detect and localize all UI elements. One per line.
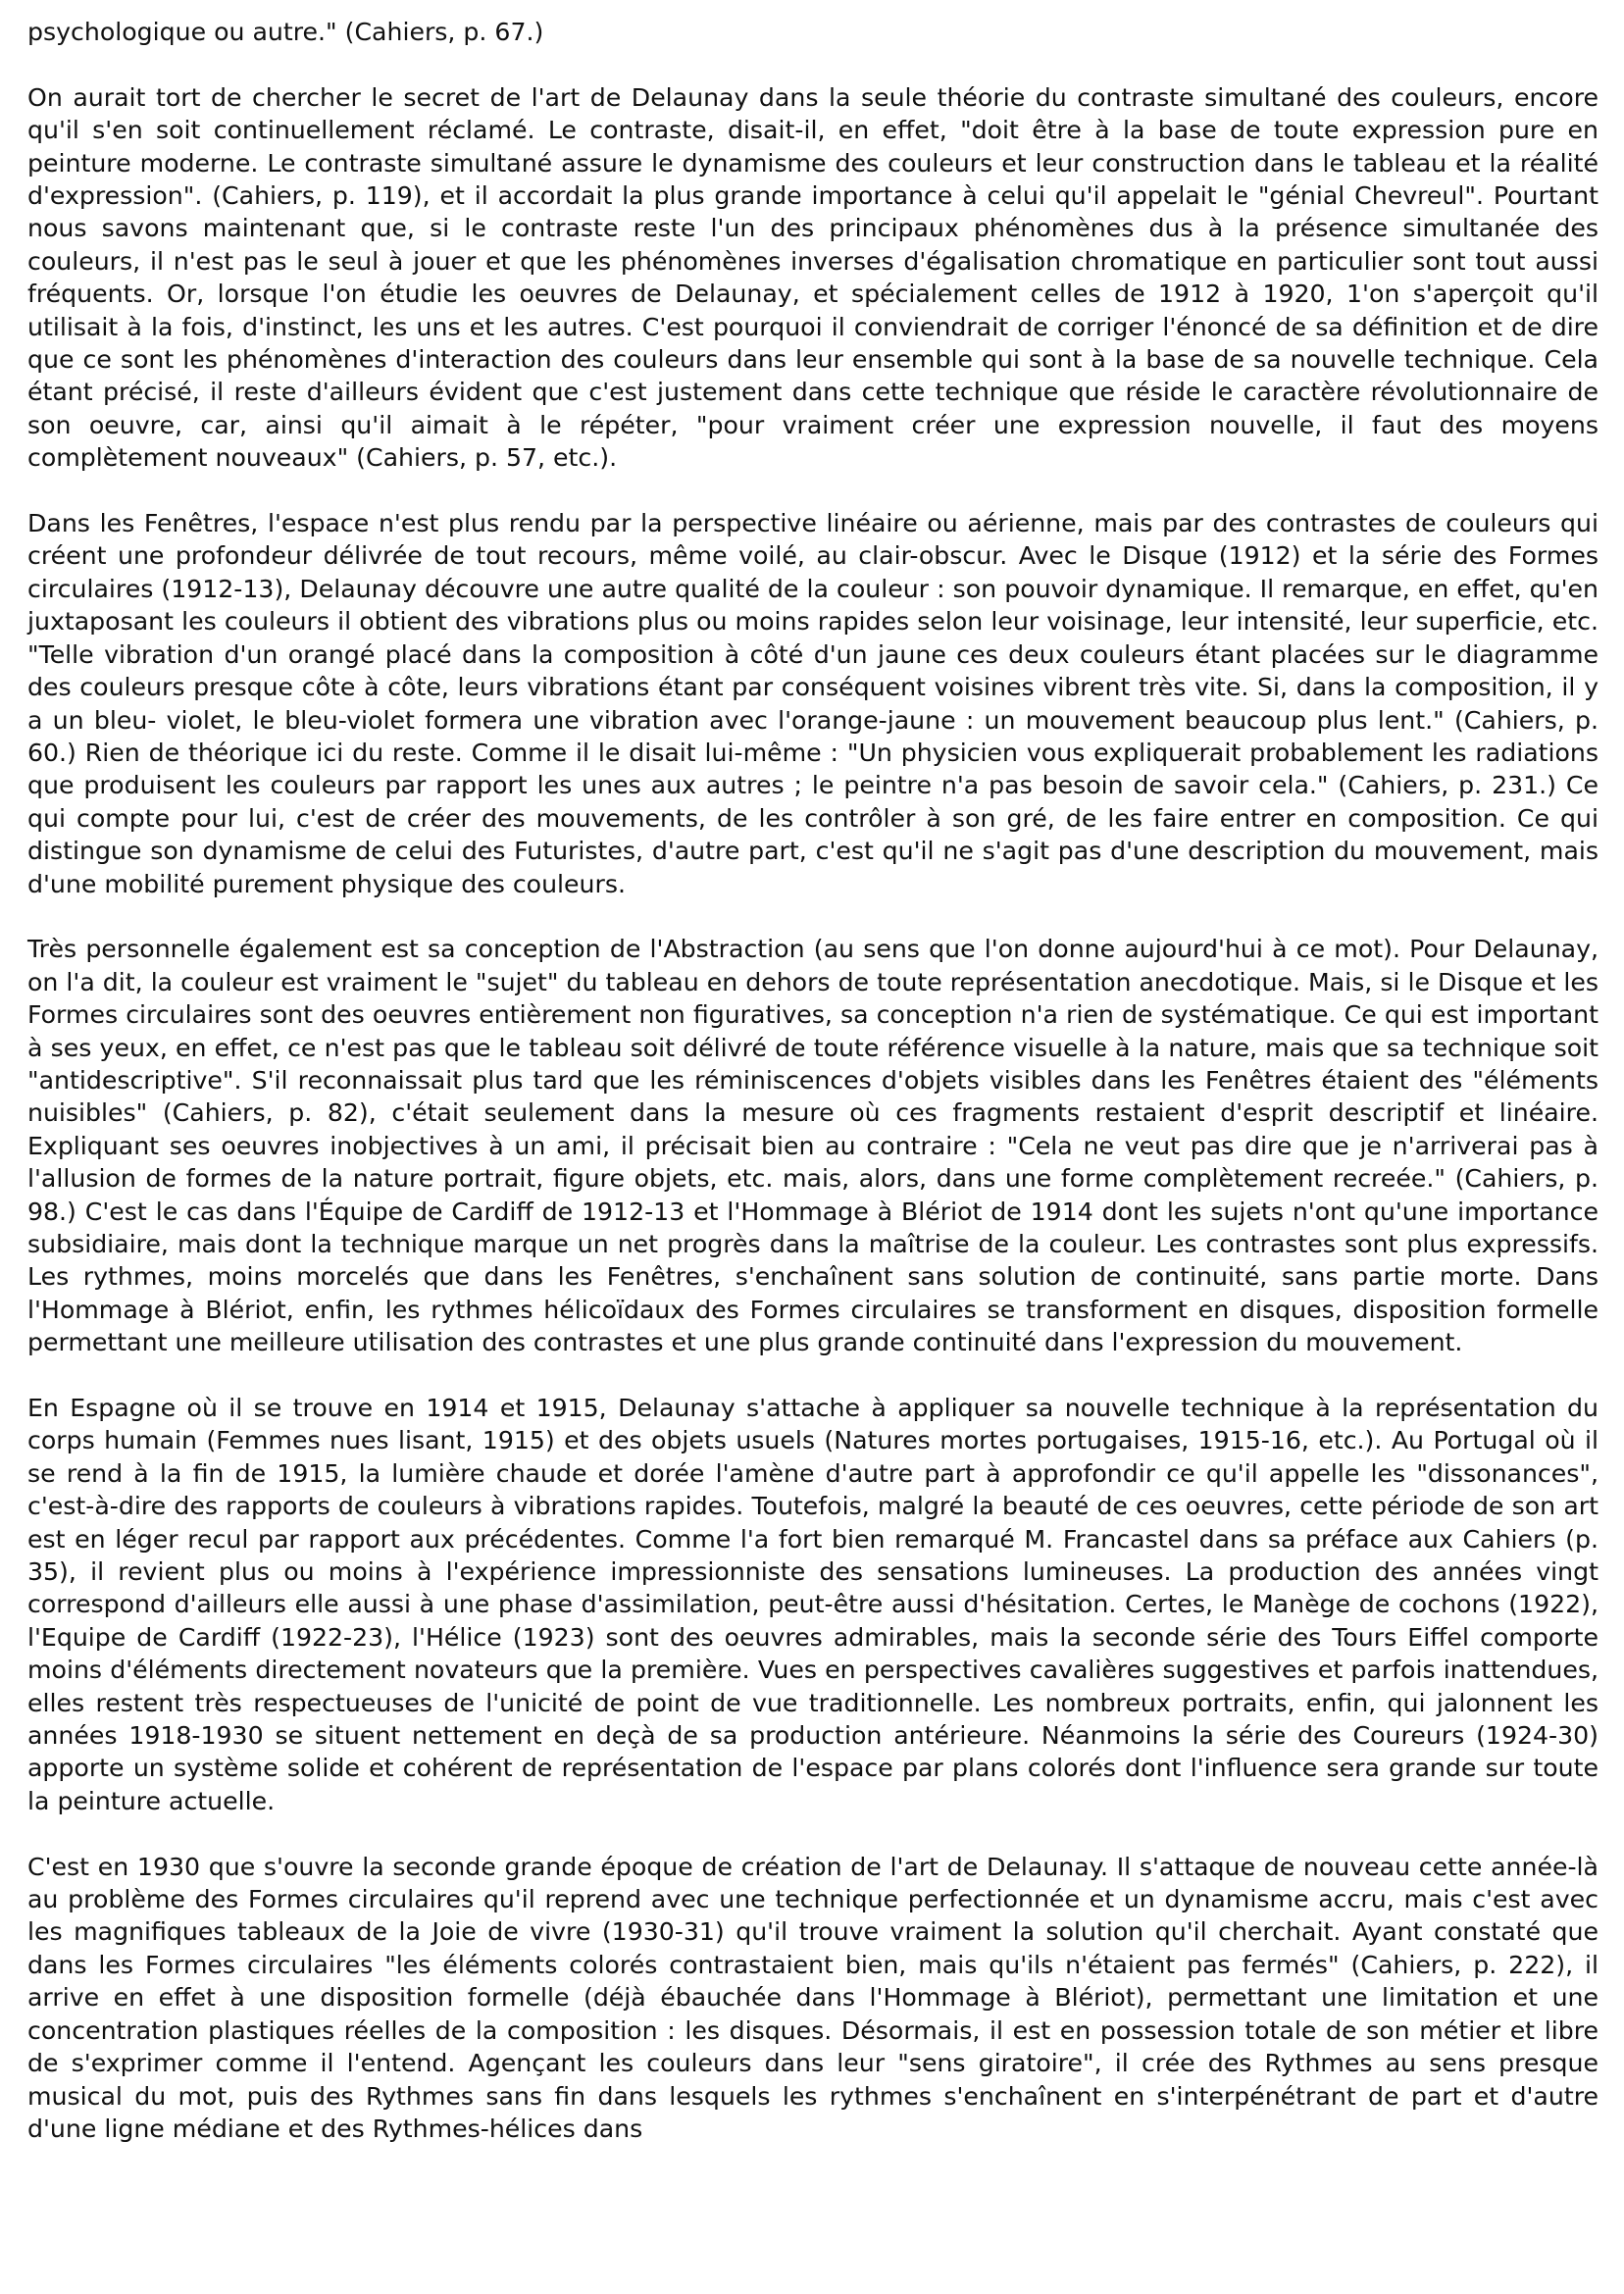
paragraph-simultaneous-contrast: On aurait tort de chercher le secret de l'art de Delaunay dans la seule théorie du contraste simultané des couleurs, encore qu'il s'en soit continuellement réclamé. Le contraste, disait-il, en effet, "doit être à la base de toute expression pure en peinture moderne. Le contraste simultané assure le dynamisme des couleurs et leur construction dans le tableau et la réalité d'expression". (Cahiers, p. 119), et il accordait la plus grande importance à celui qu'il appelait le "génial Chevreul". Pourtant nous savons maintenant que, si le contraste reste l'un des principaux phénomènes dus à la présence simultanée des couleurs, il n'est pas le seul à jouer et que les phénomènes inverses d'égalisation chromatique en particulier sont tout aussi fréquents. Or, lorsque l'on étudie les oeuvres de Delaunay, et spécialement celles de 1912 à 1920, 1'on s'aperçoit qu'il utilisait à la fois, d'instinct, les uns et les autres. C'est pourquoi il conviendrait de corriger l'énoncé de sa définition et de dire que ce sont les phénomènes d'interaction des couleurs dans leur ensemble qui sont à la base de sa nouvelle technique. Cela étant précisé, il reste d'ailleurs évident que c'est justement dans cette technique que réside le caractère révolutionnaire de son oeuvre, car, ainsi qu'il aimait à le répéter, "pour vraiment créer une expression nouvelle, il faut des moyens complètement nouveaux" (Cahiers, p. 57, etc.). [27,82,1599,473]
paragraph-continuation: psychologique ou autre." (Cahiers, p. 67.) [27,18,544,46]
paragraph-abstraction: Très personnelle également est sa conception de l'Abstraction (au sens que l'on donne aujourd'hui à ce mot). Pour Delaunay, on l'a dit, la couleur est vraiment le "sujet" du tableau en dehors de toute représentation anecdotique. Mais, si le Disque et les Formes circulaires sont des oeuvres entièrement non figuratives, sa conception n'a rien de systématique. Ce qui est important à ses yeux, en effet, ce n'est pas que le tableau soit délivré de toute référence visuelle à la nature, mais que sa technique soit "antidescriptive". S'il reconnaissait plus tard que les réminiscences d'objets visibles dans les Fenêtres étaient des "éléments nuisibles" (Cahiers, p. 82), c'était seulement dans la mesure où ces fragments restaient d'esprit descriptif et linéaire. Expliquant ses oeuvres inobjectives à un ami, il précisait bien au contraire : "Cela ne veut pas dire que je n'arriverai pas à l'allusion de formes de la nature portrait, figure objets, etc. mais, alors, dans une forme complètement recreée." (Cahiers, p. 98.) C'est le cas dans l'Équipe de Cardiff de 1912-13 et l'Hommage à Blériot de 1914 dont les sujets n'ont qu'une importance subsidiaire, mais dont la technique marque un net progrès dans la maîtrise de la couleur. Les contrastes sont plus expressifs. Les rythmes, moins morcelés que dans les Fenêtres, s'enchaînent sans solution de continuité, sans partie morte. Dans l'Hommage à Blériot, enfin, les rythmes hélicoïdaux des Formes circulaires se transforment en disques, disposition formelle permettant une meilleure utilisation des contrastes et une plus grande continuité dans l'expression du mouvement. [27,935,1599,1357]
paragraph-windows-circular-forms: Dans les Fenêtres, l'espace n'est plus rendu par la perspective linéaire ou aérienne, mais par des contrastes de couleurs qui créent une profondeur délivrée de tout recours, même voilé, au clair-obscur. Avec le Disque (1912) et la série des Formes circulaires (1912-13), Delaunay découvre une autre qualité de la couleur : son pouvoir dynamique. Il remarque, en effet, qu'en juxtaposant les couleurs il obtient des vibrations plus ou moins rapides selon leur voisinage, leur intensité, leur superficie, etc. "Telle vibration d'un orangé placé dans la composition à côté d'un jaune ces deux couleurs étant placées sur le diagramme des couleurs presque côte à côte, leurs vibrations étant par conséquent voisines vibrent très vite. Si, dans la composition, il y a un bleu- violet, le bleu-violet formera une vibration avec l'orange-jaune : un mouvement beaucoup plus lent." (Cahiers, p. 60.) Rien de théorique ici du reste. Comme il le disait lui-même : "Un physicien vous expliquerait probablement les radiations que produisent les couleurs par rapport les unes aux autres ; le peintre n'a pas besoin de savoir cela." (Cahiers, p. 231.) Ce qui compte pour lui, c'est de créer des mouvements, de les contrôler à son gré, de les faire entrer en composition. Ce qui distingue son dynamisme de celui des Futuristes, d'autre part, c'est qu'il ne s'agit pas d'une description du mouvement, mais d'une mobilité purement physique des couleurs. [27,509,1599,898]
paragraph-second-epoch: C'est en 1930 que s'ouvre la seconde grande époque de création de l'art de Delaunay. Il s'attaque de nouveau cette année-là au problème des Formes circulaires qu'il reprend avec une technique perfectionnée et un dynamisme accru, mais c'est avec les magnifiques tableaux de la Joie de vivre (1930-31) qu'il trouve vraiment la solution qu'il cherchait. Ayant constaté que dans les Formes circulaires "les éléments colorés contrastaient bien, mais qu'ils n'étaient pas fermés" (Cahiers, p. 222), il arrive en effet à une disposition formelle (déjà ébauchée dans l'Hommage à Blériot), permettant une limitation et une concentration plastiques réelles de la composition : les disques. Désormais, il est en possession totale de son métier et libre de s'exprimer comme il l'entend. Agençant les couleurs dans leur "sens giratoire", il crée des Rythmes au sens presque musical du mot, puis des Rythmes sans fin dans lesquels les rythmes s'enchaînent en s'interpénétrant de part et d'autre d'une ligne médiane et des Rythmes-hélices dans [27,1852,1599,2143]
paragraph-spain-portugal: En Espagne où il se trouve en 1914 et 1915, Delaunay s'attache à appliquer sa nouvelle technique à la représentation du corps humain (Femmes nues lisant, 1915) et des objets usuels (Natures mortes portugaises, 1915-16, etc.). Au Portugal où il se rend à la fin de 1915, la lumière chaude et dorée l'amène d'autre part à approfondir ce qu'il appelle les "dissonances", c'est-à-dire des rapports de couleurs à vibrations rapides. Toutefois, malgré la beauté de ces oeuvres, cette période de son art est en léger recul par rapport aux précédentes. Comme l'a fort bien remarqué M. Francastel dans sa préface aux Cahiers (p. 35), il revient plus ou moins à l'expérience impressionniste des sensations lumineuses. La production des années vingt correspond d'ailleurs elle aussi à une phase d'assimilation, peut-être aussi d'hésitation. Certes, le Manège de cochons (1922), l'Equipe de Cardiff (1922-23), l'Hélice (1923) sont des oeuvres admirables, mais la seconde série des Tours Eiffel comporte moins d'éléments directement novateurs que la première. Vues en perspectives cavalières suggestives et parfois inattendues, elles restent très respectueuses de l'unicité de point de vue traditionnelle. Les nombreux portraits, enfin, qui jalonnent les années 1918-1930 se situent nettement en deçà de sa production antérieure. Néanmoins la série des Coureurs (1924-30) apporte un système solide et cohérent de représentation de l'espace par plans colorés dont l'influence sera grande sur toute la peinture actuelle. [27,1394,1599,1815]
